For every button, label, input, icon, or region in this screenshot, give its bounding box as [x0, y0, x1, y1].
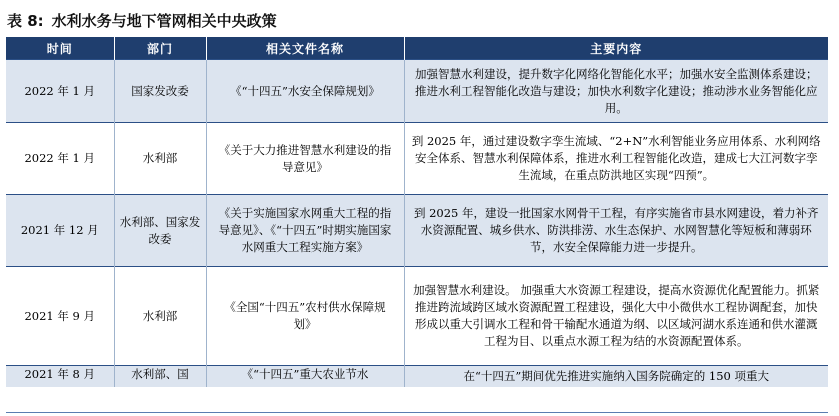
policy-table — [6, 37, 828, 387]
cell-content: 到 2025 年，建设一批国家水网骨干工程，有序实施省市县水网建设，着力补齐水资源配置、城乡供水、防洪排涝、水生态保护、水网智慧化等短板和薄弱环节，水安全保障能力进一步提升。 — [404, 195, 828, 267]
table-title-text: 水利水务与地下管网相关中央政策 — [51, 12, 277, 30]
bottom-divider — [6, 412, 828, 413]
header-content: 主要内容 — [404, 37, 828, 60]
cell-dept: 水利部 — [114, 267, 206, 366]
cell-content: 加强智慧水利建设，提升数字化网络化智能化水平；加强水安全监测体系建设；推进水利工程智能化改造与建设；加快水利数字化建设；推动涉水业务智能化应用。 — [404, 60, 828, 123]
table-row — [6, 195, 828, 267]
table-header-row — [6, 37, 828, 60]
cell-file: 《“十四五”水安全保障规划》 — [206, 60, 404, 123]
table-row — [6, 267, 828, 366]
cell-file: 《“十四五”重大农业节水 — [206, 366, 404, 388]
cell-time: 2021 年 12 月 — [6, 195, 114, 267]
header-file: 相关文件名称 — [206, 37, 404, 60]
table-row — [6, 123, 828, 195]
cell-dept: 国家发改委 — [114, 60, 206, 123]
cell-time: 2022 年 1 月 — [6, 60, 114, 123]
cell-content: 在“十四五”期间优先推进实施纳入国务院确定的 150 项重大 — [404, 366, 828, 388]
cell-dept: 水利部、国家发改委 — [114, 195, 206, 267]
cell-file: 《关于大力推进智慧水利建设的指导意见》 — [206, 123, 404, 195]
header-dept: 部门 — [114, 37, 206, 60]
cell-time: 2021 年 8 月 — [6, 366, 114, 388]
cell-content: 加强智慧水利建设。 加强重大水资源工程建设，提高水资源优化配置能力。抓紧推进跨流域跨区域水资源配置工程建设，强化大中小微供水工程协调配套，加快形成以重大引调水工程和骨干输配水通道为纲、以区域河湖水系连通和供水灌溉工程为目、以重点水源工程为结的水资源配置体系。 — [404, 267, 828, 366]
table-row — [6, 366, 828, 388]
cell-content: 到 2025 年，通过建设数字孪生流域、“2+N”水利智能业务应用体系、水利网络安全体系、智慧水利保障体系，推进水利工程智能化改造，建成七大江河数字孪生流域，在重点防洪地区实现“四预”。 — [404, 123, 828, 195]
cell-dept: 水利部、国 — [114, 366, 206, 388]
cell-dept: 水利部 — [114, 123, 206, 195]
cell-time: 2021 年 9 月 — [6, 267, 114, 366]
table-number: 表 8: — [7, 12, 44, 30]
table-title — [7, 9, 277, 33]
cell-time: 2022 年 1 月 — [6, 123, 114, 195]
cell-file: 《关于实施国家水网重大工程的指导意见》、《“十四五”时期实施国家水网重大工程实施方案》 — [206, 195, 404, 267]
table-row — [6, 60, 828, 123]
cell-file: 《全国“十四五”农村供水保障规划》 — [206, 267, 404, 366]
header-time: 时间 — [6, 37, 114, 60]
